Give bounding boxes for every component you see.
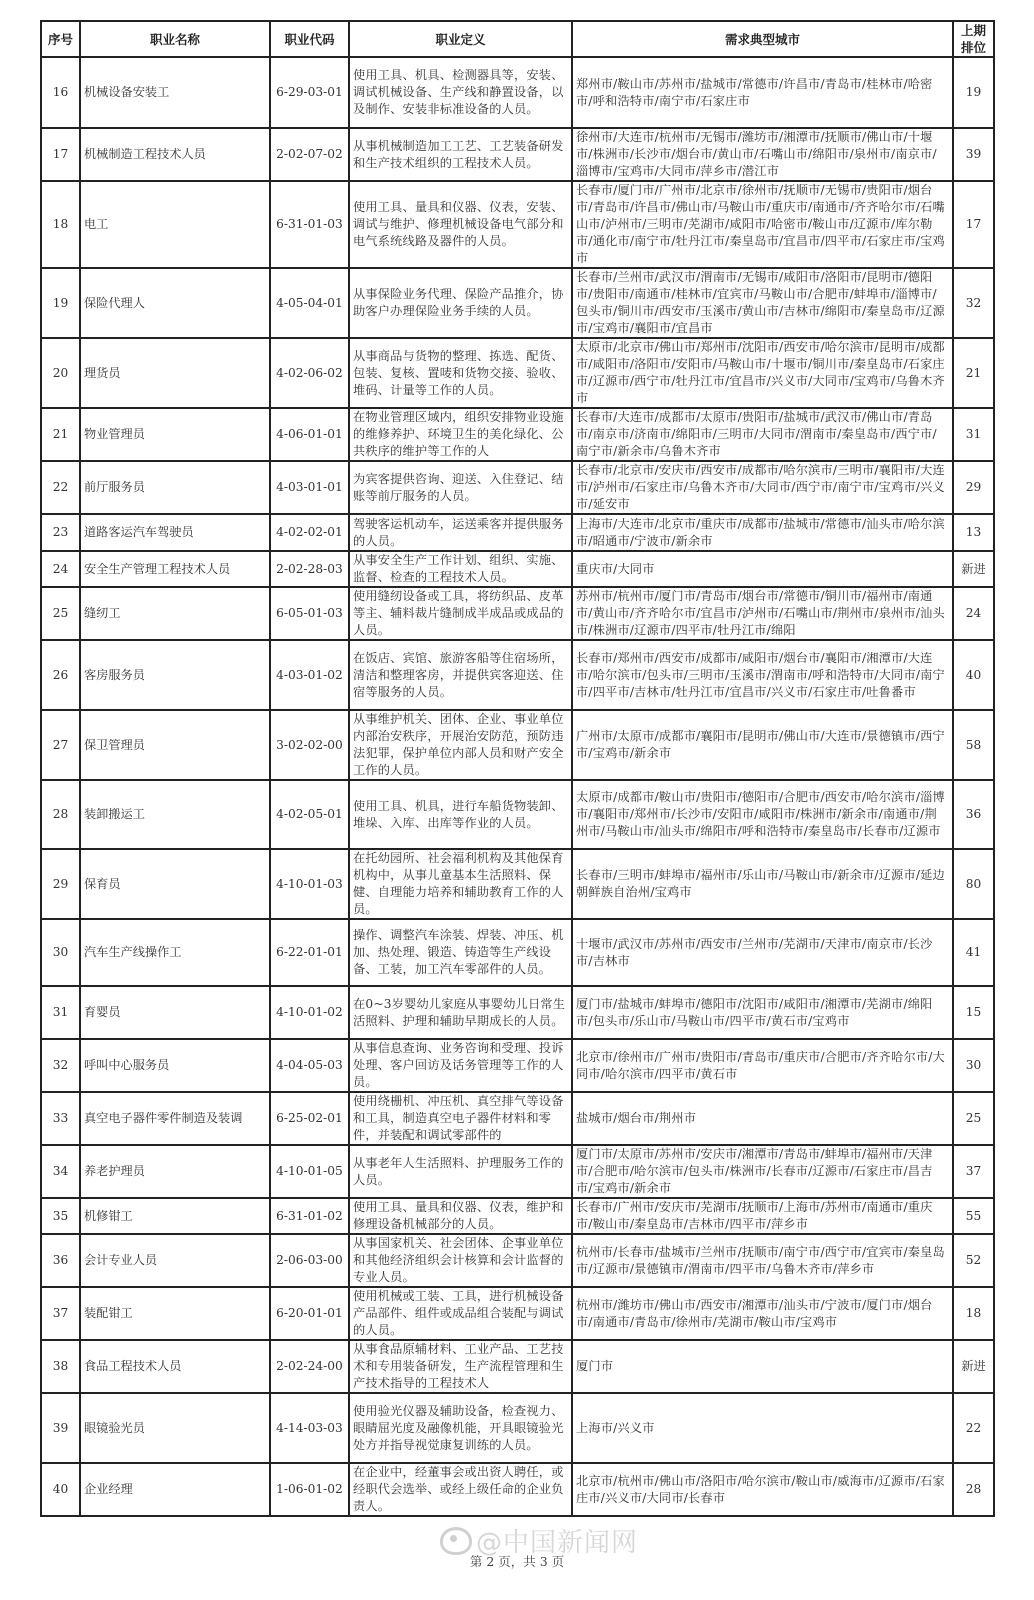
cell-prev-rank: 39: [953, 128, 994, 181]
cell-definition: 为宾客提供咨询、迎送、入住登记、结账等前厅服务的人员。: [349, 461, 572, 514]
cell-index: 26: [41, 640, 80, 710]
cell-definition: 使用绕栅机、冲压机、真空排气等设备和工具，制造真空电子器件材料和零件，并装配和调试零部件的: [349, 1092, 572, 1145]
cell-prev-rank: 80: [953, 849, 994, 919]
cell-definition: 使用工具、量具和仪器、仪表，安装、调试与维护、修理机械设备电气部分和电气系统线路及器件的人员。: [349, 181, 572, 268]
cell-cities: 长春市/大连市/成都市/太原市/贵阳市/盐城市/武汉市/佛山市/青岛市/南京市/济南市/绵阳市/三明市/大同市/渭南市/秦皇岛市/西宁市/南宁市/新余市/乌鲁木齐市: [572, 408, 953, 461]
cell-name: 装配钳工: [80, 1287, 270, 1340]
cell-code: 6-22-01-01: [270, 919, 349, 986]
header-name: 职业名称: [80, 21, 270, 57]
occupation-table: [40, 20, 995, 1517]
cell-definition: 从事信息查询、业务咨询和受理、投诉处理、客户回访及话务管理等工作的人员。: [349, 1039, 572, 1092]
cell-cities: 长春市/厦门市/广州市/北京市/徐州市/抚顺市/无锡市/贵阳市/烟台市/青岛市/许昌市/佛山市/马鞍山市/重庆市/南通市/齐齐哈尔市/石嘴山市/泸州市/三明市/芜湖市/咸阳市/哈密市/鞍山市/辽源市/库尔勒市/通化市/南宁市/牡丹江市/秦皇岛市/宜昌市/四平市/石家庄市/宝鸡市: [572, 181, 953, 268]
cell-definition: 在托幼园所、社会福利机构及其他保育机构中，从事儿童基本生活照料、保健、自理能力培养和辅助教育工作的人员。: [349, 849, 572, 919]
cell-index: 16: [41, 57, 80, 128]
cell-cities: 上海市/兴义市: [572, 1393, 953, 1463]
table-row: [41, 408, 994, 461]
watermark-text: @中国新闻网: [476, 1528, 639, 1558]
cell-prev-rank: 32: [953, 268, 994, 338]
cell-prev-rank: 52: [953, 1234, 994, 1287]
table-row: [41, 551, 994, 587]
table-row: [41, 1340, 994, 1393]
cell-cities: 十堰市/武汉市/苏州市/西安市/兰州市/芜湖市/天津市/南京市/长沙市/吉林市: [572, 919, 953, 986]
cell-name: 食品工程技术人员: [80, 1340, 270, 1393]
table-row: [41, 919, 994, 986]
cell-cities: 郑州市/鞍山市/苏州市/盐城市/常德市/许昌市/青岛市/桂林市/哈密市/呼和浩特市/南宁市/石家庄市: [572, 57, 953, 128]
cell-code: 6-29-03-01: [270, 57, 349, 128]
cell-definition: 使用工具、量具和仪器、仪表，维护和修理设备机械部分的人员。: [349, 1198, 572, 1234]
cell-name: 物业管理员: [80, 408, 270, 461]
cell-definition: 从事机械制造加工工艺、工艺装备研发和生产技术组织的工程技术人员。: [349, 128, 572, 181]
cell-name: 保育员: [80, 849, 270, 919]
cell-cities: 长春市/三明市/蚌埠市/福州市/乐山市/马鞍山市/新余市/辽源市/延边朝鲜族自治州/宝鸡市: [572, 849, 953, 919]
cell-prev-rank: 13: [953, 514, 994, 551]
cell-index: 36: [41, 1234, 80, 1287]
cell-definition: 使用工具、机具、检测器具等，安装、调试机械设备、生产线和静置设备，以及制作、安装非标准设备的人员。: [349, 57, 572, 128]
table-row: [41, 461, 994, 514]
table-row: [41, 514, 994, 551]
table-row: [41, 587, 994, 640]
cell-definition: 驾驶客运机动车，运送乘客并提供服务的人员。: [349, 514, 572, 551]
header-cities: 需求典型城市: [572, 21, 953, 57]
cell-code: 4-05-04-01: [270, 268, 349, 338]
cell-code: 2-02-24-00: [270, 1340, 349, 1393]
cell-definition: 从事食品原辅材料、工业产品、工艺技术和专用装备研发，生产流程管理和生产技术指导的工程技术人: [349, 1340, 572, 1393]
cell-index: 17: [41, 128, 80, 181]
cell-index: 25: [41, 587, 80, 640]
cell-prev-rank: 15: [953, 986, 994, 1039]
cell-code: 4-06-01-01: [270, 408, 349, 461]
cell-cities: 长春市/兰州市/武汉市/渭南市/无锡市/咸阳市/洛阳市/昆明市/德阳市/贵阳市/南通市/桂林市/宜宾市/马鞍山市/合肥市/蚌埠市/淄博市/包头市/铜川市/西安市/玉溪市/黄山市/吉林市/绵阳市/秦皇岛市/辽源市/宝鸡市/襄阳市/宜昌市: [572, 268, 953, 338]
cell-code: 4-02-05-01: [270, 780, 349, 849]
table-row: [41, 57, 994, 128]
cell-prev-rank: 37: [953, 1145, 994, 1198]
table-row: [41, 710, 994, 780]
cell-prev-rank: 21: [953, 338, 994, 408]
cell-index: 24: [41, 551, 80, 587]
cell-index: 31: [41, 986, 80, 1039]
cell-name: 道路客运汽车驾驶员: [80, 514, 270, 551]
cell-index: 23: [41, 514, 80, 551]
cell-name: 养老护理员: [80, 1145, 270, 1198]
cell-name: 缝纫工: [80, 587, 270, 640]
cell-index: 32: [41, 1039, 80, 1092]
cell-cities: 杭州市/长春市/盐城市/兰州市/抚顺市/南宁市/西宁市/宜宾市/秦皇岛市/辽源市/景德镇市/渭南市/四平市/乌鲁木齐市/萍乡市: [572, 1234, 953, 1287]
cell-definition: 使用验光仪器及辅助设备，检查视力、眼睛屈光度及融像机能，开具眼镜验光处方并指导视觉康复训练的人员。: [349, 1393, 572, 1463]
cell-index: 39: [41, 1393, 80, 1463]
cell-index: 30: [41, 919, 80, 986]
cell-cities: 太原市/北京市/佛山市/郑州市/沈阳市/西安市/哈尔滨市/昆明市/成都市/咸阳市/洛阳市/安阳市/马鞍山市/十堰市/铜川市/秦皇岛市/石家庄市/辽源市/西宁市/牡丹江市/宜昌市/兴义市/大同市/宝鸡市/乌鲁木齐市: [572, 338, 953, 408]
table-row: [41, 128, 994, 181]
cell-code: 2-02-28-03: [270, 551, 349, 587]
cell-definition: 在物业管理区域内，组织安排物业设施的维修养护、环境卫生的美化绿化、公共秩序的维护等工作的人: [349, 408, 572, 461]
cell-cities: 徐州市/大连市/杭州市/无锡市/潍坊市/湘潭市/抚顺市/佛山市/十堰市/株洲市/长沙市/烟台市/黄山市/石嘴山市/绵阳市/泉州市/南京市/淄博市/宝鸡市/大同市/萍乡市/潜江市: [572, 128, 953, 181]
cell-code: 2-06-03-00: [270, 1234, 349, 1287]
page-number: 第 2 页，共 3 页: [469, 1554, 565, 1569]
cell-index: 34: [41, 1145, 80, 1198]
cell-definition: 从事安全生产工作计划、组织、实施、监督、检查的工程技术人员。: [349, 551, 572, 587]
cell-index: 18: [41, 181, 80, 268]
table-row: [41, 1463, 994, 1516]
table-row: [41, 986, 994, 1039]
cell-code: 4-02-06-02: [270, 338, 349, 408]
header-prev-rank: 上期排位: [953, 21, 994, 57]
header-definition: 职业定义: [349, 21, 572, 57]
cell-cities: 厦门市/太原市/苏州市/安庆市/湘潭市/青岛市/蚌埠市/福州市/天津市/合肥市/哈尔滨市/包头市/株洲市/长春市/辽源市/石家庄市/昌吉市/宝鸡市/新余市: [572, 1145, 953, 1198]
cell-cities: 苏州市/杭州市/厦门市/青岛市/烟台市/常德市/铜川市/福州市/南通市/黄山市/齐齐哈尔市/宜昌市/泸州市/石嘴山市/荆州市/泉州市/汕头市/株洲市/辽源市/四平市/牡丹江市/绵阳: [572, 587, 953, 640]
cell-index: 40: [41, 1463, 80, 1516]
cell-index: 33: [41, 1092, 80, 1145]
cell-cities: 北京市/徐州市/广州市/贵阳市/青岛市/重庆市/合肥市/齐齐哈尔市/大同市/哈尔滨市/四平市/黄石市: [572, 1039, 953, 1092]
table-row: [41, 181, 994, 268]
cell-prev-rank: 55: [953, 1198, 994, 1234]
cell-definition: 从事维护机关、团体、企业、事业单位内部治安秩序，开展治安防范，预防违法犯罪，保护单位内部人员和财产安全工作的人员。: [349, 710, 572, 780]
cell-code: 6-31-01-02: [270, 1198, 349, 1234]
table-row: [41, 780, 994, 849]
cell-name: 眼镜验光员: [80, 1393, 270, 1463]
cell-index: 27: [41, 710, 80, 780]
cell-cities: 上海市/大连市/北京市/重庆市/成都市/盐城市/常德市/汕头市/哈尔滨市/昭通市/宁波市/新余市: [572, 514, 953, 551]
header-index: 序号: [41, 21, 80, 57]
cell-definition: 从事保险业务代理、保险产品推介，协助客户办理保险业务手续的人员。: [349, 268, 572, 338]
cell-index: 29: [41, 849, 80, 919]
table-row: [41, 1393, 994, 1463]
cell-prev-rank: 新进: [953, 551, 994, 587]
cell-code: 6-25-02-01: [270, 1092, 349, 1145]
cell-code: 4-14-03-03: [270, 1393, 349, 1463]
table-row: [41, 1287, 994, 1340]
cell-prev-rank: 58: [953, 710, 994, 780]
cell-code: 1-06-01-02: [270, 1463, 349, 1516]
cell-prev-rank: 31: [953, 408, 994, 461]
cell-name: 育婴员: [80, 986, 270, 1039]
cell-definition: 使用机械或工装、工具，进行机械设备产品部件、组件或成品组合装配与调试的人员。: [349, 1287, 572, 1340]
cell-prev-rank: 40: [953, 640, 994, 710]
header-code: 职业代码: [270, 21, 349, 57]
cell-definition: 从事老年人生活照料、护理服务工作的人员。: [349, 1145, 572, 1198]
cell-name: 客房服务员: [80, 640, 270, 710]
cell-definition: 操作、调整汽车涂装、焊装、冲压、机加、热处理、锻造、铸造等生产线设备、工装，加工汽车零部件的人员。: [349, 919, 572, 986]
cell-index: 38: [41, 1340, 80, 1393]
cell-code: 4-03-01-02: [270, 640, 349, 710]
cell-prev-rank: 24: [953, 587, 994, 640]
cell-name: 企业经理: [80, 1463, 270, 1516]
table-row: [41, 1198, 994, 1234]
cell-index: 21: [41, 408, 80, 461]
cell-code: 6-20-01-01: [270, 1287, 349, 1340]
table-row: [41, 1092, 994, 1145]
cell-index: 22: [41, 461, 80, 514]
cell-cities: 杭州市/潍坊市/佛山市/西安市/湘潭市/汕头市/宁波市/厦门市/烟台市/南通市/青岛市/徐州市/芜湖市/鞍山市/宝鸡市: [572, 1287, 953, 1340]
cell-name: 机械设备安装工: [80, 57, 270, 128]
cell-code: 4-10-01-03: [270, 849, 349, 919]
cell-cities: 长春市/郑州市/西安市/成都市/咸阳市/烟台市/襄阳市/湘潭市/大连市/哈尔滨市/包头市/三明市/玉溪市/渭南市/呼和浩特市/大同市/南宁市/四平市/吉林市/牡丹江市/宜昌市/兴义市/石家庄市/吐鲁番市: [572, 640, 953, 710]
cell-code: 6-05-01-03: [270, 587, 349, 640]
cell-prev-rank: 新进: [953, 1340, 994, 1393]
cell-definition: 从事国家机关、社会团体、企事业单位和其他经济组织会计核算和会计监督的专业人员。: [349, 1234, 572, 1287]
cell-cities: 厦门市/盐城市/蚌埠市/德阳市/沈阳市/咸阳市/湘潭市/芜湖市/绵阳市/包头市/乐山市/马鞍山市/四平市/黄石市/宝鸡市: [572, 986, 953, 1039]
cell-definition: 从事商品与货物的整理、拣选、配货、包装、复核、置唛和货物交接、验收、堆码、计量等工作的人员。: [349, 338, 572, 408]
cell-definition: 在企业中，经董事会或出资人聘任，或经职代会选举、或经上级任命的企业负责人。: [349, 1463, 572, 1516]
cell-code: 4-10-01-05: [270, 1145, 349, 1198]
cell-name: 保卫管理员: [80, 710, 270, 780]
table-header-row: [41, 21, 994, 57]
cell-prev-rank: 41: [953, 919, 994, 986]
cell-name: 保险代理人: [80, 268, 270, 338]
table-row: [41, 1234, 994, 1287]
cell-cities: 长春市/北京市/安庆市/西安市/成都市/哈尔滨市/三明市/襄阳市/大连市/泸州市/石家庄市/乌鲁木齐市/大同市/西宁市/南宁市/宝鸡市/兴义市/延安市: [572, 461, 953, 514]
table-row: [41, 849, 994, 919]
cell-code: 2-02-07-02: [270, 128, 349, 181]
table-row: [41, 268, 994, 338]
cell-code: 4-10-01-02: [270, 986, 349, 1039]
cell-prev-rank: 29: [953, 461, 994, 514]
cell-prev-rank: 18: [953, 1287, 994, 1340]
cell-name: 前厅服务员: [80, 461, 270, 514]
cell-code: 3-02-02-00: [270, 710, 349, 780]
cell-name: 呼叫中心服务员: [80, 1039, 270, 1092]
cell-prev-rank: 28: [953, 1463, 994, 1516]
cell-cities: 北京市/杭州市/佛山市/洛阳市/哈尔滨市/鞍山市/威海市/辽源市/石家庄市/兴义市/大同市/长春市: [572, 1463, 953, 1516]
cell-name: 机修钳工: [80, 1198, 270, 1234]
cell-index: 20: [41, 338, 80, 408]
weibo-icon: [440, 1527, 472, 1555]
cell-cities: 盐城市/烟台市/荆州市: [572, 1092, 953, 1145]
table-row: [41, 1145, 994, 1198]
cell-name: 理货员: [80, 338, 270, 408]
cell-definition: 在饭店、宾馆、旅游客船等住宿场所，清洁和整理客房，并提供宾客迎送、住宿等服务的人员。: [349, 640, 572, 710]
cell-definition: 使用缝纫设备或工具，将纺织品、皮革等主、辅料裁片缝制成半成品或成品的人员。: [349, 587, 572, 640]
cell-name: 装卸搬运工: [80, 780, 270, 849]
cell-code: 4-04-05-03: [270, 1039, 349, 1092]
cell-name: 真空电子器件零件制造及装调: [80, 1092, 270, 1145]
cell-prev-rank: 36: [953, 780, 994, 849]
cell-index: 19: [41, 268, 80, 338]
cell-name: 电工: [80, 181, 270, 268]
cell-index: 35: [41, 1198, 80, 1234]
table-row: [41, 338, 994, 408]
cell-name: 会计专业人员: [80, 1234, 270, 1287]
table-row: [41, 1039, 994, 1092]
cell-cities: 重庆市/大同市: [572, 551, 953, 587]
cell-index: 37: [41, 1287, 80, 1340]
cell-prev-rank: 25: [953, 1092, 994, 1145]
cell-cities: 长春市/广州市/安庆市/芜湖市/抚顺市/上海市/苏州市/南通市/重庆市/鞍山市/秦皇岛市/吉林市/四平市/萍乡市: [572, 1198, 953, 1234]
cell-name: 汽车生产线操作工: [80, 919, 270, 986]
cell-prev-rank: 30: [953, 1039, 994, 1092]
cell-cities: 厦门市: [572, 1340, 953, 1393]
cell-code: 6-31-01-03: [270, 181, 349, 268]
cell-definition: 在0~3岁婴幼儿家庭从事婴幼儿日常生活照料、护理和辅助早期成长的人员。: [349, 986, 572, 1039]
cell-definition: 使用工具、机具，进行车船货物装卸、堆垛、入库、出库等作业的人员。: [349, 780, 572, 849]
cell-cities: 广州市/太原市/成都市/襄阳市/昆明市/佛山市/大连市/景德镇市/西宁市/宝鸡市/新余市: [572, 710, 953, 780]
cell-cities: 太原市/成都市/鞍山市/贵阳市/德阳市/合肥市/西安市/哈尔滨市/淄博市/襄阳市/郑州市/长沙市/安阳市/咸阳市/株洲市/新余市/南通市/荆州市/马鞍山市/汕头市/绵阳市/呼和浩特市/秦皇岛市/长春市/辽源市: [572, 780, 953, 849]
table-row: [41, 640, 994, 710]
cell-code: 4-02-02-01: [270, 514, 349, 551]
cell-name: 机械制造工程技术人员: [80, 128, 270, 181]
cell-code: 4-03-01-01: [270, 461, 349, 514]
cell-prev-rank: 17: [953, 181, 994, 268]
cell-index: 28: [41, 780, 80, 849]
cell-prev-rank: 22: [953, 1393, 994, 1463]
cell-prev-rank: 19: [953, 57, 994, 128]
cell-name: 安全生产管理工程技术人员: [80, 551, 270, 587]
